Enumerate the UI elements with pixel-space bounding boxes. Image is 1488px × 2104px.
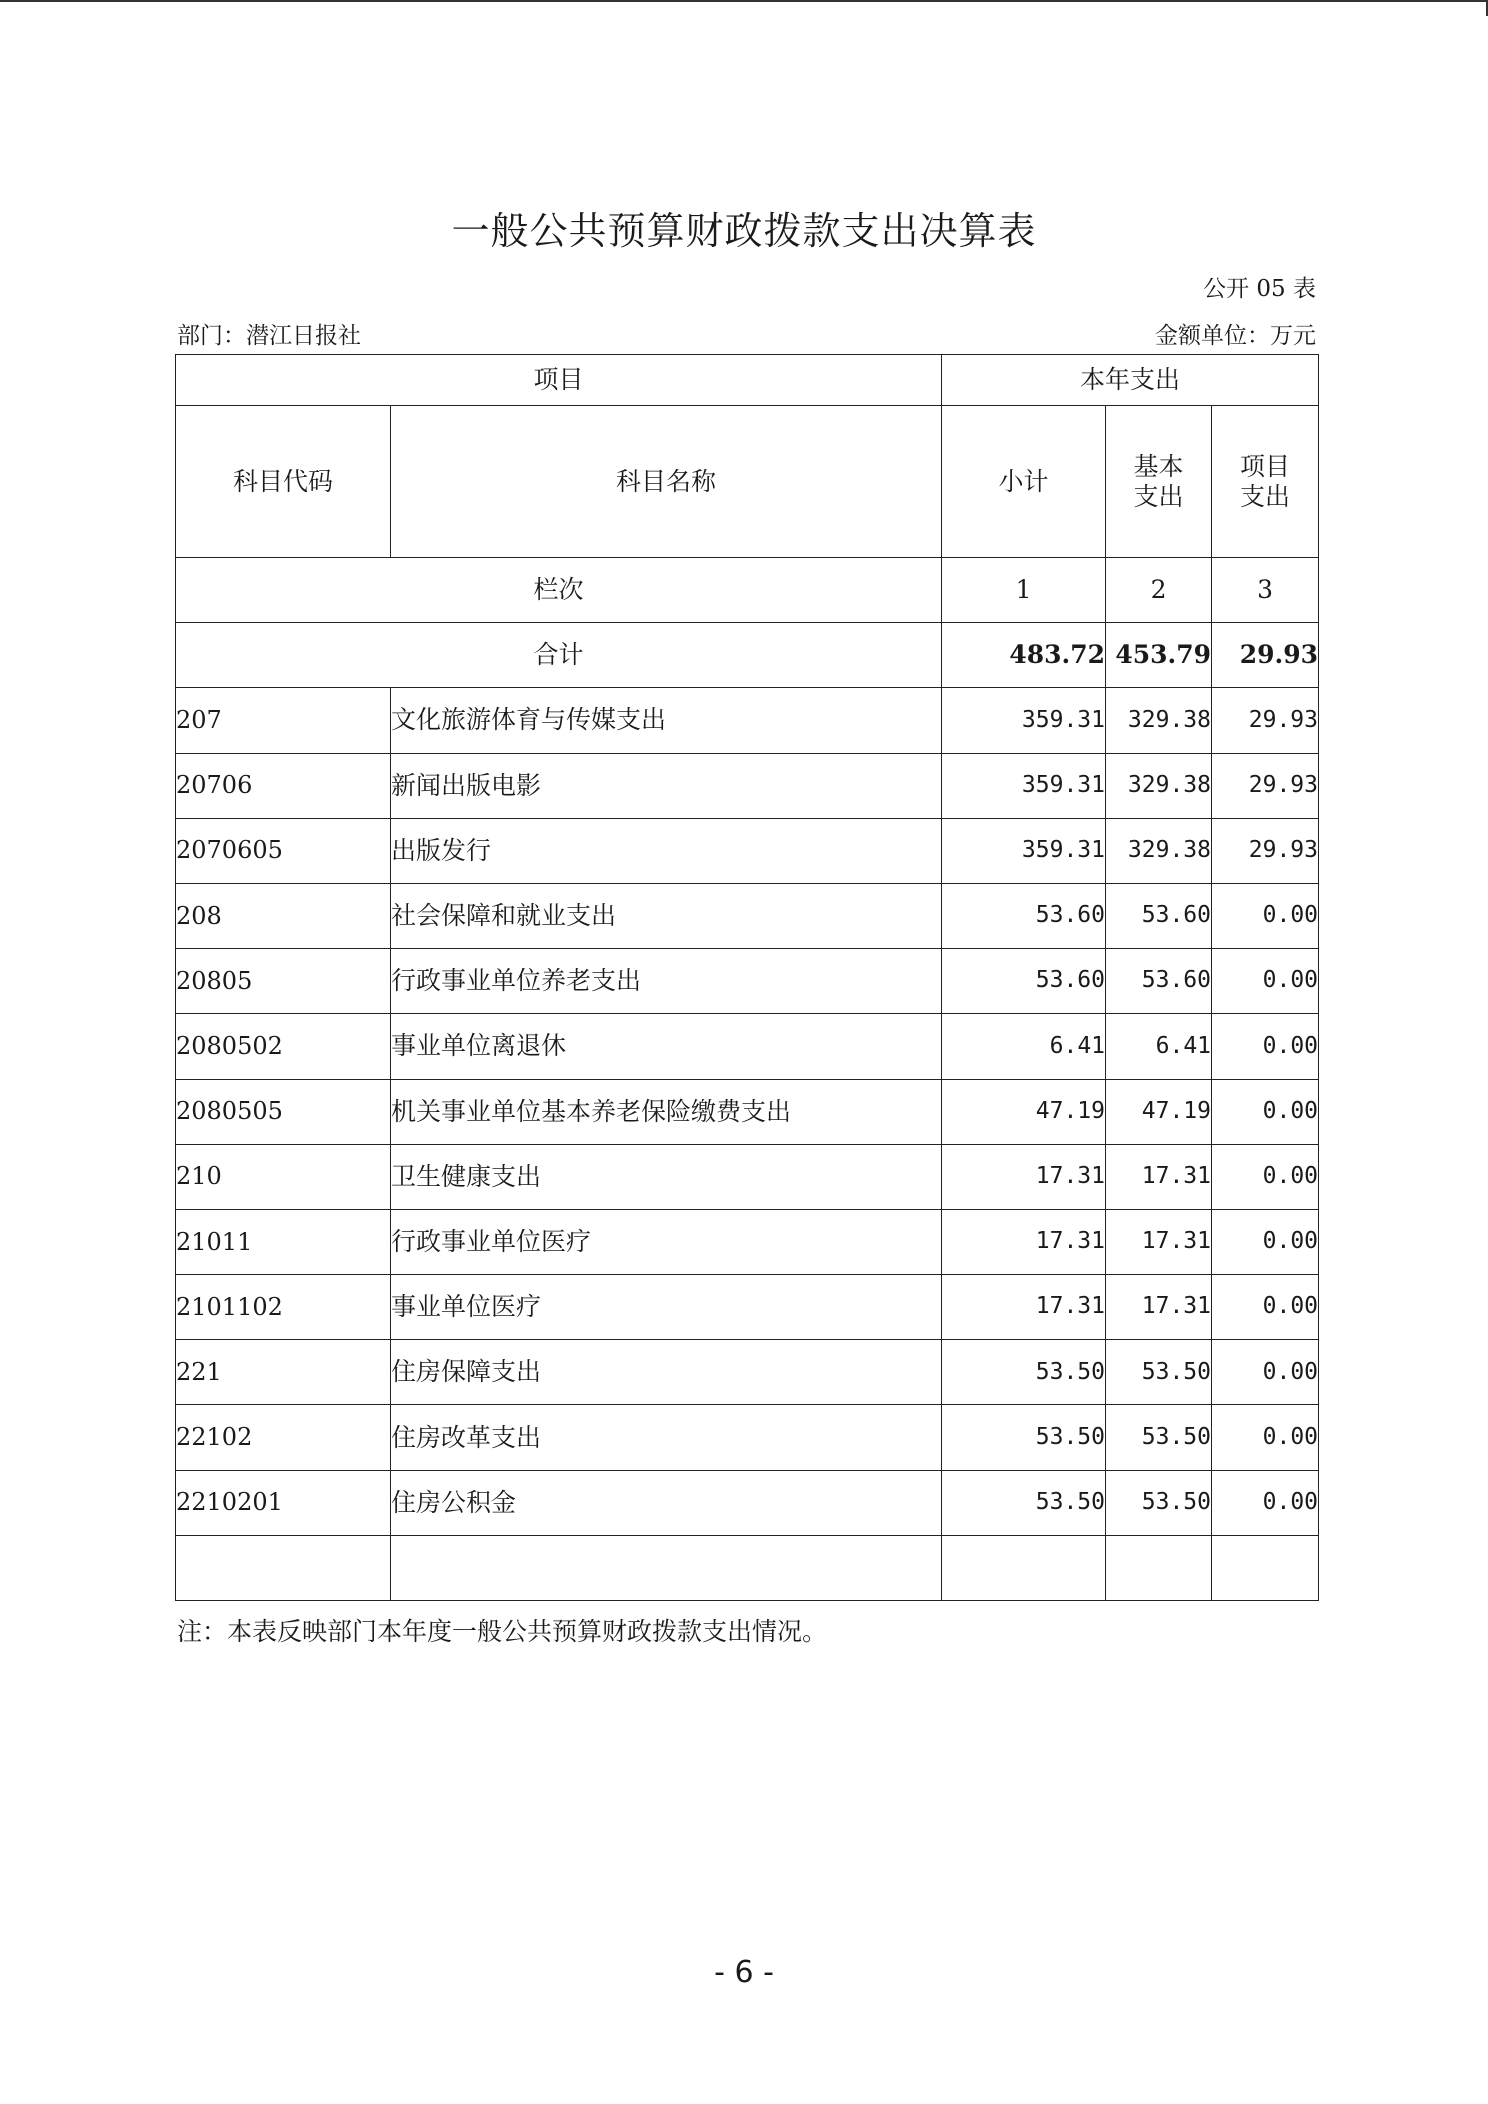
row-subtotal: 17.31 (942, 1275, 1106, 1340)
empty-cell (942, 1535, 1106, 1600)
header-name: 科目名称 (391, 406, 942, 558)
header-basic (1106, 406, 1212, 558)
row-project: 0.00 (1212, 949, 1319, 1014)
row-subtotal: 53.60 (942, 949, 1106, 1014)
amount-unit-label: 金额单位：万元 (1155, 323, 1316, 349)
row-name: 文化旅游体育与传媒支出 (391, 688, 942, 753)
row-name: 住房公积金 (391, 1470, 942, 1535)
empty-cell (1212, 1535, 1319, 1600)
column-number-2: 2 (1106, 558, 1212, 623)
form-number: 公开 05 表 (1203, 276, 1316, 302)
row-basic: 6.41 (1106, 1014, 1212, 1079)
row-basic: 53.50 (1106, 1405, 1212, 1470)
table-row (176, 1405, 1319, 1470)
row-code: 22102 (176, 1405, 391, 1470)
expenditure-table (175, 354, 1319, 1601)
row-code: 210 (176, 1144, 391, 1209)
row-basic: 47.19 (1106, 1079, 1212, 1144)
row-project: 0.00 (1212, 1275, 1319, 1340)
table-row (176, 688, 1319, 753)
header-row-2 (176, 406, 1319, 558)
header-basic-line1: 基本 (1133, 451, 1184, 481)
total-subtotal: 483.72 (942, 623, 1106, 688)
row-name: 卫生健康支出 (391, 1144, 942, 1209)
row-basic: 53.50 (1106, 1340, 1212, 1405)
row-project: 0.00 (1212, 1340, 1319, 1405)
row-project: 29.93 (1212, 818, 1319, 883)
row-name: 机关事业单位基本养老保险缴费支出 (391, 1079, 942, 1144)
row-basic: 53.50 (1106, 1470, 1212, 1535)
table-row (176, 1079, 1319, 1144)
row-name: 事业单位离退休 (391, 1014, 942, 1079)
row-project: 0.00 (1212, 1014, 1319, 1079)
row-name: 住房保障支出 (391, 1340, 942, 1405)
row-name: 行政事业单位医疗 (391, 1209, 942, 1274)
header-item: 项目 (176, 355, 942, 406)
row-subtotal: 6.41 (942, 1014, 1106, 1079)
page-number: - 6 - (714, 1955, 774, 1990)
column-number-row (176, 558, 1319, 623)
row-name: 住房改革支出 (391, 1405, 942, 1470)
row-basic: 329.38 (1106, 688, 1212, 753)
row-basic: 53.60 (1106, 949, 1212, 1014)
table-row (176, 1144, 1319, 1209)
header-project-line1: 项目 (1240, 451, 1291, 481)
row-code: 2101102 (176, 1275, 391, 1340)
empty-row (176, 1535, 1319, 1600)
row-subtotal: 359.31 (942, 818, 1106, 883)
empty-cell (1106, 1535, 1212, 1600)
table-row (176, 949, 1319, 1014)
row-name: 新闻出版电影 (391, 753, 942, 818)
row-project: 0.00 (1212, 1079, 1319, 1144)
table-row (176, 1275, 1319, 1340)
table-row (176, 1340, 1319, 1405)
row-project: 29.93 (1212, 688, 1319, 753)
row-project: 0.00 (1212, 1405, 1319, 1470)
empty-cell (176, 1535, 391, 1600)
row-code: 2080502 (176, 1014, 391, 1079)
row-project: 29.93 (1212, 753, 1319, 818)
column-number-label: 栏次 (176, 558, 942, 623)
table-row (176, 883, 1319, 948)
row-code: 2080505 (176, 1079, 391, 1144)
department-label: 部门：潜江日报社 (177, 323, 361, 349)
header-project (1212, 406, 1319, 558)
table-note: 注：本表反映部门本年度一般公共预算财政拨款支出情况。 (177, 1617, 828, 1646)
row-code: 208 (176, 883, 391, 948)
row-code: 20805 (176, 949, 391, 1014)
table-row (176, 1209, 1319, 1274)
row-subtotal: 359.31 (942, 753, 1106, 818)
row-name: 出版发行 (391, 818, 942, 883)
table-row (176, 1470, 1319, 1535)
row-subtotal: 53.50 (942, 1470, 1106, 1535)
page-title: 一般公共预算财政拨款支出决算表 (451, 209, 1037, 253)
header-row-1 (176, 355, 1319, 406)
row-code: 21011 (176, 1209, 391, 1274)
table-row (176, 753, 1319, 818)
row-code: 20706 (176, 753, 391, 818)
row-project: 0.00 (1212, 1144, 1319, 1209)
row-basic: 17.31 (1106, 1144, 1212, 1209)
row-code: 221 (176, 1340, 391, 1405)
total-label: 合计 (176, 623, 942, 688)
row-basic: 53.60 (1106, 883, 1212, 948)
row-subtotal: 17.31 (942, 1209, 1106, 1274)
row-basic: 329.38 (1106, 753, 1212, 818)
column-number-1: 1 (942, 558, 1106, 623)
total-row (176, 623, 1319, 688)
empty-cell (391, 1535, 942, 1600)
row-subtotal: 53.50 (942, 1340, 1106, 1405)
table-row (176, 818, 1319, 883)
header-current-year: 本年支出 (942, 355, 1319, 406)
row-project: 0.00 (1212, 883, 1319, 948)
row-project: 0.00 (1212, 1209, 1319, 1274)
row-project: 0.00 (1212, 1470, 1319, 1535)
total-basic: 453.79 (1106, 623, 1212, 688)
row-basic: 17.31 (1106, 1275, 1212, 1340)
row-subtotal: 53.60 (942, 883, 1106, 948)
header-code: 科目代码 (176, 406, 391, 558)
row-basic: 329.38 (1106, 818, 1212, 883)
row-subtotal: 17.31 (942, 1144, 1106, 1209)
row-subtotal: 53.50 (942, 1405, 1106, 1470)
row-code: 2070605 (176, 818, 391, 883)
header-basic-line2: 支出 (1133, 481, 1184, 511)
row-name: 事业单位医疗 (391, 1275, 942, 1340)
header-subtotal: 小计 (942, 406, 1106, 558)
row-subtotal: 47.19 (942, 1079, 1106, 1144)
header-project-line2: 支出 (1240, 481, 1291, 511)
row-code: 207 (176, 688, 391, 753)
page-top-border (0, 0, 1488, 2)
column-number-3: 3 (1212, 558, 1319, 623)
total-project: 29.93 (1212, 623, 1319, 688)
row-name: 行政事业单位养老支出 (391, 949, 942, 1014)
row-code: 2210201 (176, 1470, 391, 1535)
table-row (176, 1014, 1319, 1079)
row-basic: 17.31 (1106, 1209, 1212, 1274)
row-name: 社会保障和就业支出 (391, 883, 942, 948)
row-subtotal: 359.31 (942, 688, 1106, 753)
